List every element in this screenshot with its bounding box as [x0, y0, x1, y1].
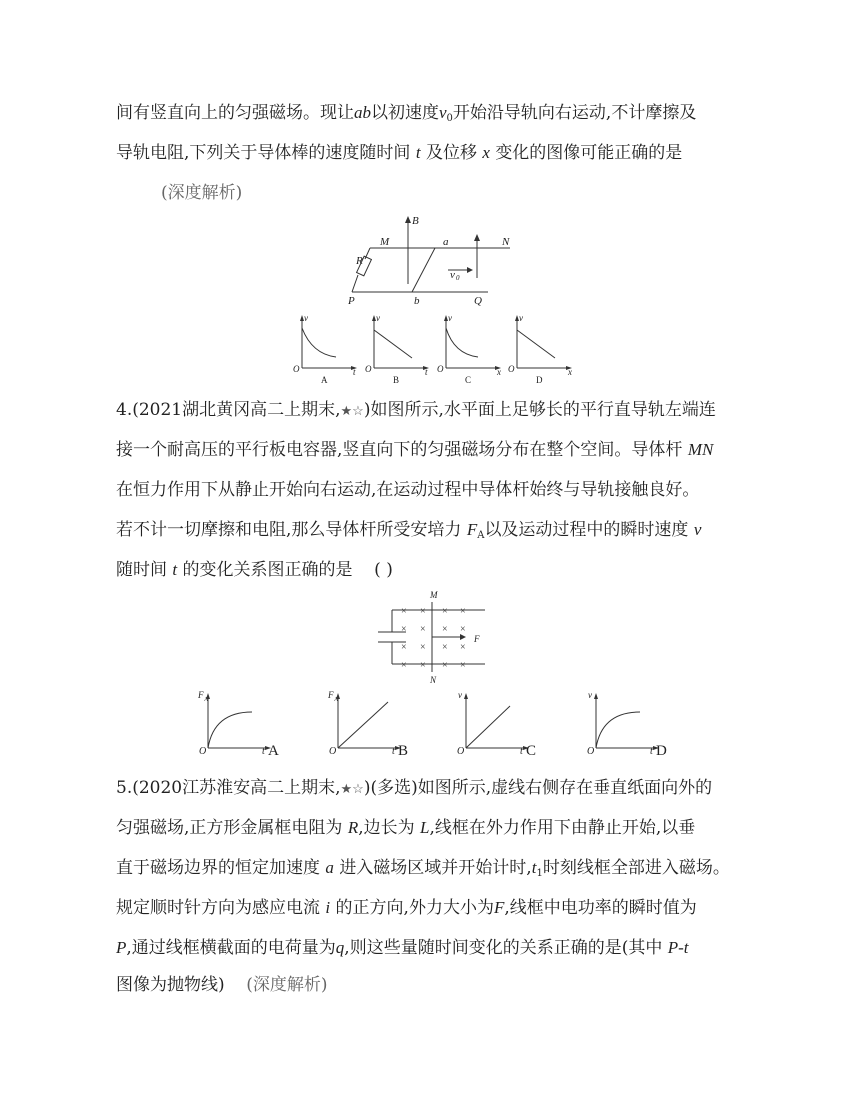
cross-icon: ×	[460, 624, 466, 635]
text: )(多选)如图所示,虚线右侧存在垂直纸面向外的	[363, 778, 713, 798]
cross-icon: ×	[420, 642, 426, 653]
cross-icon: ×	[460, 660, 466, 671]
option-label: B	[393, 375, 400, 385]
text: 的变化关系图正确的是	[182, 560, 353, 580]
subscript: 0	[446, 113, 453, 124]
label-M: M	[380, 236, 390, 248]
origin: O	[365, 364, 372, 374]
cross-icon: ×	[460, 606, 466, 617]
q5-line-3	[116, 858, 730, 884]
text: ,边长为	[358, 818, 415, 838]
text: 开始沿导轨向右运动,不计摩擦及	[452, 103, 697, 123]
y-label: v	[519, 313, 523, 323]
label-F: F	[474, 634, 480, 644]
text: ,通过线框横截面的电荷量为	[126, 938, 336, 958]
subscript: A	[477, 530, 485, 541]
cross-icon: ×	[460, 642, 466, 653]
var-v: v	[439, 103, 447, 122]
label-N: N	[502, 236, 510, 248]
q4-line-4	[116, 520, 701, 546]
text: 以及运动过程中的瞬时速度	[484, 520, 689, 540]
option-label: C	[526, 743, 537, 759]
var-q: q	[335, 938, 345, 957]
x-label: t	[353, 367, 356, 377]
var-MN: MN	[687, 440, 714, 459]
option-label: A	[321, 375, 328, 385]
cross-icon: ×	[442, 606, 448, 617]
text: 4.(2021湖北黄冈高二上期末,	[116, 400, 341, 420]
q5-line-5	[116, 938, 689, 958]
y-label: v	[448, 313, 452, 323]
q4-graph-C	[454, 688, 544, 760]
var-a: a	[325, 858, 334, 877]
label-R: R	[356, 255, 363, 267]
text: 匀强磁场,正方形金属框电阻为	[116, 818, 343, 838]
q3-line-1	[116, 103, 696, 129]
cross-icon: ×	[401, 606, 407, 617]
text: 导轨电阻,下列关于导体棒的速度随时间	[116, 143, 411, 163]
q3-line-2	[116, 143, 682, 163]
var-t1: t	[531, 858, 537, 877]
text: 规定顺时针方向为感应电流	[116, 898, 320, 918]
q5-analysis-link[interactable]: (深度解析)	[246, 975, 328, 995]
q5-line-1	[116, 778, 712, 800]
origin: O	[329, 746, 337, 757]
text: 的正方向,外力大小为	[335, 898, 494, 918]
origin: O	[457, 746, 465, 757]
x-label: t	[520, 746, 523, 757]
y-label: v	[458, 690, 462, 700]
subscript: 1	[536, 868, 543, 879]
option-label: C	[465, 375, 472, 385]
cross-icon: ×	[401, 624, 407, 635]
text: 直于磁场边界的恒定加速度	[116, 858, 320, 878]
text: 间有竖直向上的匀强磁场。现让	[116, 103, 354, 123]
text: )如图所示,水平面上足够长的平行直导轨左端连	[363, 400, 716, 420]
origin: O	[293, 364, 300, 374]
text: ,则这些量随时间变化的关系正确的是(其中	[344, 938, 663, 958]
var-L: L	[420, 818, 430, 837]
y-label-sub: A	[334, 697, 339, 703]
q4-graph-D	[584, 688, 674, 760]
cross-icon: ×	[401, 642, 407, 653]
x-label: x	[568, 367, 572, 377]
difficulty-stars-icon: ★☆	[340, 782, 364, 797]
q3-graph-D	[507, 312, 577, 384]
option-label: D	[536, 375, 543, 385]
q4-line-2	[116, 440, 713, 460]
text: 随时间	[116, 560, 167, 580]
y-label: v	[304, 313, 308, 323]
q4-line-1	[116, 400, 716, 422]
answer-blank: ( )	[374, 560, 393, 580]
label-v0-sub: 0	[456, 274, 460, 282]
y-label: v	[588, 690, 592, 700]
difficulty-stars-icon: ★☆	[340, 404, 364, 419]
cross-icon: ×	[442, 660, 448, 671]
text: ,线框在外力作用下由静止开始,以垂	[429, 818, 696, 838]
q3-graph-C	[436, 312, 506, 384]
y-label: F	[198, 690, 204, 700]
var-F: F	[493, 898, 505, 917]
label-b: b	[414, 295, 420, 307]
label-P: P	[348, 295, 355, 307]
q5-line-6	[116, 975, 328, 995]
cross-icon: ×	[401, 660, 407, 671]
q5-line-4	[116, 898, 697, 918]
cross-icon: ×	[420, 660, 426, 671]
var-R: R	[347, 818, 359, 837]
q3-analysis-link[interactable]: (深度解析)	[161, 183, 243, 203]
label-a: a	[443, 236, 449, 248]
var-x: x	[482, 143, 490, 162]
label-B: B	[412, 215, 419, 227]
x-label: t	[392, 746, 395, 757]
option-label: B	[398, 743, 409, 759]
q4-graph-A	[196, 688, 286, 760]
var-P-t: P-t	[667, 938, 689, 957]
text: ,线框中电功率的瞬时值为	[504, 898, 697, 918]
origin: O	[437, 364, 444, 374]
label-Q: Q	[474, 295, 482, 307]
x-label: x	[497, 367, 501, 377]
y-label-sub: A	[204, 697, 209, 703]
x-label: t	[425, 367, 428, 377]
q4-capacitor-figure	[370, 588, 490, 688]
y-label: F	[328, 690, 334, 700]
q4-line-3: 在恒力作用下从静止开始向右运动,在运动过程中导体杆始终与导轨接触良好。	[116, 480, 700, 500]
var-i: i	[325, 898, 331, 917]
origin: O	[199, 746, 207, 757]
label-M: M	[430, 590, 438, 600]
q4-line-5	[116, 560, 393, 580]
var-t: t	[415, 143, 421, 162]
cross-icon: ×	[442, 624, 448, 635]
x-label: t	[262, 746, 265, 757]
text: 及位移	[425, 143, 477, 163]
cross-icon: ×	[420, 624, 426, 635]
cross-icon: ×	[420, 606, 426, 617]
text: 变化的图像可能正确的是	[495, 143, 683, 163]
magnetic-field-crosses	[401, 606, 466, 671]
y-label: v	[376, 313, 380, 323]
text: 进入磁场区域并开始计时,	[339, 858, 532, 878]
text: 5.(2020江苏淮安高二上期末,	[116, 778, 341, 798]
text: 若不计一切摩擦和电阻,那么导体杆所受安培力	[116, 520, 462, 540]
text: 图像为抛物线)	[116, 975, 225, 995]
text: 时刻线框全部进入磁场。	[542, 858, 730, 878]
var-F: F	[466, 520, 478, 539]
q3-circuit-figure	[340, 212, 530, 307]
q4-graph-B	[326, 688, 416, 760]
q5-line-2	[116, 818, 695, 838]
option-label: A	[268, 743, 279, 759]
label-N: N	[430, 675, 437, 685]
q3-graph-A	[292, 312, 362, 384]
option-label: D	[656, 743, 667, 759]
text: 接一个耐高压的平行板电容器,竖直向下的匀强磁场分布在整个空间。导体杆	[116, 440, 683, 460]
x-label: t	[650, 746, 653, 757]
text: 以初速度	[371, 103, 439, 123]
origin: O	[508, 364, 515, 374]
q3-graph-B	[364, 312, 434, 384]
var-ab: ab	[354, 103, 371, 122]
var-v: v	[693, 520, 702, 539]
cross-icon: ×	[442, 642, 448, 653]
var-P: P	[116, 938, 127, 957]
label-v0: v	[450, 269, 455, 281]
var-t: t	[172, 560, 178, 579]
origin: O	[587, 746, 595, 757]
